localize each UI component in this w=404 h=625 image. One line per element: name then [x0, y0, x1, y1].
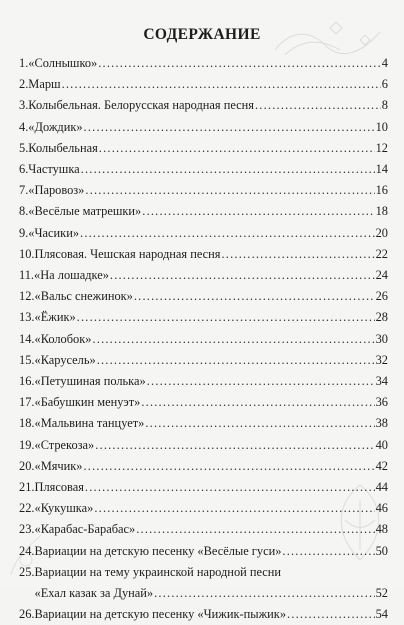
toc-leader-dots — [98, 53, 381, 74]
toc-entry-line — [35, 244, 389, 265]
toc-entry-line — [28, 95, 388, 116]
toc-entry-title: «Паровоз» — [28, 183, 85, 198]
toc-entry-number: 6. — [19, 162, 29, 177]
toc-entry-number: 1. — [19, 56, 29, 70]
toc-entry-line — [35, 435, 389, 456]
toc-entry-line — [28, 74, 388, 95]
toc-entry-title: «На лошадке» — [34, 268, 109, 283]
toc-page-number: 24 — [375, 268, 388, 283]
toc-entry-number: 18. — [19, 416, 35, 431]
toc-entry-body — [35, 350, 389, 371]
toc-entry-line — [35, 541, 389, 562]
toc-entry-line — [35, 562, 389, 583]
toc-leader-dots — [282, 541, 374, 562]
toc-entry-title: Марш — [28, 77, 61, 92]
toc-entry-title: «Колобок» — [34, 331, 92, 346]
toc-entry-number: 3. — [19, 98, 29, 113]
toc-entry-number: 14. — [19, 331, 35, 346]
toc-entry-line — [28, 159, 388, 180]
toc-leader-dots — [84, 117, 375, 138]
toc-entry — [19, 74, 388, 95]
toc-entry-body — [35, 519, 389, 540]
toc-leader-dots — [94, 498, 374, 519]
toc-entry-body — [28, 95, 388, 116]
toc-entry-body — [28, 201, 388, 222]
toc-entry-line — [35, 329, 389, 350]
toc-entry — [19, 392, 388, 413]
toc-entry-number: 8. — [19, 204, 29, 219]
toc-entry-body — [35, 456, 389, 477]
toc-leader-dots — [154, 583, 374, 604]
toc-page-number: 18 — [375, 204, 388, 219]
toc-page-number: 6 — [381, 77, 388, 92]
toc-entry-body — [35, 371, 389, 392]
toc-entry-title: Плясовая — [34, 480, 84, 495]
toc-entry-number: 24. — [19, 543, 35, 558]
toc-entry-body — [35, 307, 389, 328]
page-title: СОДЕРЖАНИЕ — [143, 26, 261, 43]
toc-page-number: 48 — [375, 522, 388, 537]
toc-entry-body — [28, 180, 388, 201]
toc-entry — [19, 307, 388, 328]
toc-entry-number: 25. — [19, 564, 35, 579]
toc-page-number: 30 — [375, 331, 388, 346]
toc-entry — [19, 286, 388, 307]
toc-entry — [19, 95, 388, 116]
toc-entry-line — [35, 350, 389, 371]
toc-entry-line — [35, 307, 389, 328]
toc-entry-line — [35, 286, 389, 307]
toc-entry-title: Колыбельная — [28, 140, 98, 155]
toc-page-number: 8 — [381, 98, 388, 113]
toc-leader-dots — [110, 265, 375, 286]
toc-entry-title: Колыбельная. Белорусская народная песня — [28, 98, 254, 113]
toc-entry-body — [28, 74, 388, 95]
toc-page-number: 12 — [375, 140, 388, 155]
toc-entry-number: 26. — [19, 607, 35, 622]
toc-entry — [19, 159, 388, 180]
toc-page-number: 34 — [375, 374, 388, 389]
toc-entry-body — [35, 541, 389, 562]
toc-entry-line — [35, 583, 389, 604]
toc-entry-body — [28, 223, 388, 244]
toc-page-number: 4 — [381, 56, 388, 70]
toc-entry — [19, 201, 388, 222]
toc-entry-body — [35, 244, 389, 265]
toc-leader-dots — [85, 477, 375, 498]
toc-entry-body — [35, 392, 389, 413]
toc-entry-body — [28, 53, 388, 74]
toc-entry-title: «Часики» — [28, 225, 80, 240]
toc-entry — [19, 604, 388, 625]
toc-entry-number: 11. — [19, 268, 35, 283]
toc-entry — [19, 117, 388, 138]
toc-entry-number: 2. — [19, 77, 29, 92]
toc-entry-title: Частушка — [28, 162, 80, 177]
toc-entry — [19, 53, 388, 74]
toc-entry-line — [35, 456, 389, 477]
toc-entry — [19, 541, 388, 562]
toc-entry-title: «Весёлые матрешки» — [28, 204, 142, 219]
toc-entry-title: Вариации на тему украинской народной песни — [34, 564, 282, 579]
toc-leader-dots — [222, 244, 375, 265]
toc-entry — [19, 350, 388, 371]
toc-entry-number: 16. — [19, 374, 35, 389]
toc-entry-body — [35, 498, 389, 519]
toc-entry-number: 13. — [19, 310, 35, 325]
toc-leader-dots — [287, 604, 375, 625]
toc-entry-title: «Дождик» — [28, 119, 83, 134]
toc-entry-number: 4. — [19, 119, 29, 134]
toc-entry-body — [35, 477, 389, 498]
toc-leader-dots — [136, 519, 374, 540]
toc-page-number: 20 — [375, 225, 388, 240]
table-of-contents — [19, 53, 388, 625]
toc-entry-line — [28, 117, 388, 138]
toc-entry-line — [28, 201, 388, 222]
toc-entry-title: «Бабушкин менуэт» — [34, 395, 141, 410]
toc-leader-dots — [147, 371, 375, 392]
toc-entry-title: «Вальс снежинок» — [34, 289, 133, 304]
toc-entry-line — [35, 519, 389, 540]
toc-leader-dots — [80, 223, 375, 244]
toc-entry-line — [35, 413, 389, 434]
toc-entry-title: Плясовая. Чешская народная песня — [34, 246, 221, 261]
toc-entry-title: «Мячик» — [34, 458, 83, 473]
toc-entry — [19, 456, 388, 477]
toc-entry — [19, 223, 388, 244]
toc-entry — [19, 371, 388, 392]
toc-entry-body — [35, 562, 389, 604]
toc-page-number: 42 — [375, 458, 388, 473]
toc-entry-title: «Ёжик» — [34, 310, 76, 325]
toc-entry-number: 10. — [19, 246, 35, 261]
toc-entry-body — [35, 604, 389, 625]
toc-leader-dots — [92, 329, 374, 350]
toc-entry — [19, 413, 388, 434]
toc-entry-line — [28, 53, 388, 74]
toc-leader-dots — [77, 307, 375, 328]
toc-entry-body — [28, 159, 388, 180]
toc-page-number: 44 — [375, 480, 388, 495]
toc-entry — [19, 138, 388, 159]
toc-entry-number: 7. — [19, 183, 29, 198]
toc-page-number: 50 — [375, 543, 388, 558]
toc-page-number: 54 — [375, 607, 388, 622]
toc-entry-title: «Мальвина танцует» — [34, 416, 145, 431]
toc-entry-title: «Карусель» — [34, 352, 96, 367]
toc-entry-number: 12. — [19, 289, 35, 304]
toc-entry-title: «Солнышко» — [28, 56, 98, 70]
toc-entry-line — [35, 604, 389, 625]
toc-entry — [19, 329, 388, 350]
toc-page-number: 22 — [375, 246, 388, 261]
toc-page-number: 46 — [375, 501, 388, 516]
toc-page-number: 14 — [375, 162, 388, 177]
toc-entry-number: 19. — [19, 437, 35, 452]
toc-leader-dots — [84, 456, 375, 477]
toc-leader-dots — [145, 413, 374, 434]
toc-entry-body — [35, 329, 389, 350]
toc-leader-dots — [85, 180, 374, 201]
toc-page-number: 36 — [375, 395, 388, 410]
toc-entry — [19, 477, 388, 498]
toc-entry-title: «Ехал казак за Дунай» — [34, 586, 154, 601]
toc-entry — [19, 498, 388, 519]
toc-leader-dots — [99, 138, 375, 159]
toc-entry-title: «Стрекоза» — [34, 437, 95, 452]
toc-entry-line — [28, 223, 388, 244]
toc-entry-number: 5. — [19, 140, 29, 155]
toc-entry-title: «Карабас-Барабас» — [34, 522, 136, 537]
toc-entry — [19, 519, 388, 540]
toc-entry-title: «Петушиная полька» — [34, 374, 146, 389]
toc-leader-dots — [134, 286, 375, 307]
toc-entry — [19, 435, 388, 456]
toc-entry-title: Вариации на детскую песенку «Чижик-пыжик» — [34, 607, 287, 622]
toc-entry-line — [28, 180, 388, 201]
toc-entry-number: 20. — [19, 458, 35, 473]
toc-leader-dots — [81, 159, 375, 180]
toc-page-number: 38 — [375, 416, 388, 431]
toc-entry-line — [35, 498, 389, 519]
toc-page-number: 40 — [375, 437, 388, 452]
toc-entry-number: 21. — [19, 480, 35, 495]
toc-entry-number: 22. — [19, 501, 35, 516]
toc-leader-dots — [97, 350, 375, 371]
toc-entry-line — [34, 265, 388, 286]
toc-page-number: 10 — [375, 119, 388, 134]
toc-entry-title: «Кукушка» — [34, 501, 94, 516]
toc-entry-body — [28, 117, 388, 138]
toc-entry — [19, 265, 388, 286]
toc-entry-line — [35, 371, 389, 392]
toc-leader-dots — [95, 435, 374, 456]
toc-page-number: 32 — [375, 352, 388, 367]
toc-entry-body — [35, 413, 389, 434]
toc-entry-line — [28, 138, 388, 159]
toc-page-number: 16 — [375, 183, 388, 198]
toc-entry-body — [35, 435, 389, 456]
toc-entry-number: 17. — [19, 395, 35, 410]
toc-page-number: 28 — [375, 310, 388, 325]
toc-entry-body — [35, 286, 389, 307]
toc-leader-dots — [141, 392, 374, 413]
toc-page-number: 26 — [375, 289, 388, 304]
toc-entry-title: Вариации на детскую песенку «Весёлые гуси» — [34, 543, 282, 558]
toc-entry-line — [35, 392, 389, 413]
toc-entry-body — [34, 265, 388, 286]
toc-entry — [19, 180, 388, 201]
toc-leader-dots — [255, 95, 381, 116]
toc-entry — [19, 562, 388, 604]
toc-leader-dots — [62, 74, 381, 95]
toc-entry-number: 23. — [19, 522, 35, 537]
toc-entry-number: 9. — [19, 225, 29, 240]
toc-page-number: 52 — [375, 586, 388, 601]
toc-entry — [19, 244, 388, 265]
toc-entry-number: 15. — [19, 352, 35, 367]
toc-entry-line — [35, 477, 389, 498]
toc-entry-body — [28, 138, 388, 159]
toc-leader-dots — [142, 201, 374, 222]
